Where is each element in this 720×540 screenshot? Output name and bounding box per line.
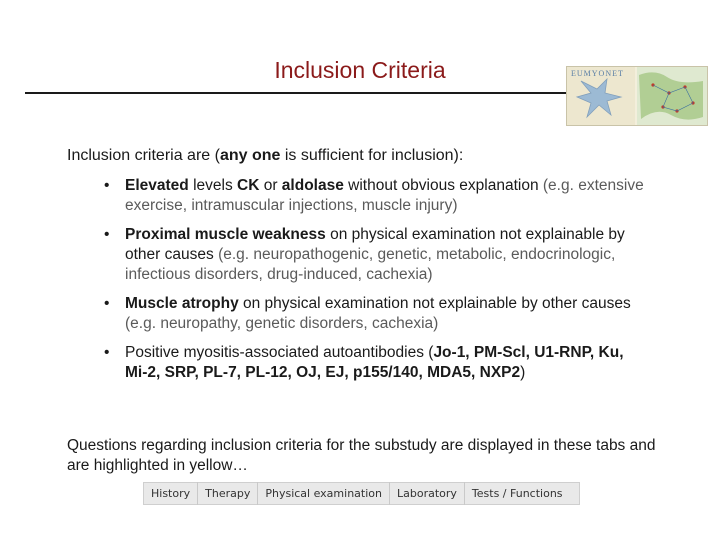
eumyonet-logo bbox=[566, 66, 708, 126]
criteria-text-segment: Muscle atrophy bbox=[125, 295, 239, 312]
criteria-text-segment: or bbox=[259, 177, 282, 194]
criteria-text-segment: Positive myositis-associated autoantibodies ( bbox=[125, 344, 434, 361]
criteria-text-segment: (e.g. neuropathogenic, genetic, metabolic, endocrinologic, infectious disorders, drug-induced, cachexia) bbox=[125, 246, 616, 283]
criteria-text-segment: (e.g. extensive exercise, intramuscular injections, muscle injury) bbox=[125, 177, 644, 214]
criteria-item bbox=[104, 176, 644, 216]
slide-title: Inclusion Criteria bbox=[274, 57, 446, 83]
questions-note: Questions regarding inclusion criteria for the substudy are displayed in these tabs and are highlighted in yellow… bbox=[67, 437, 656, 474]
tab-physical-examination[interactable]: Physical examination bbox=[258, 482, 390, 505]
intro-emphasis: any one bbox=[219, 147, 281, 164]
bullet-marker: • bbox=[104, 295, 110, 312]
criteria-text-segment: CK bbox=[237, 177, 260, 194]
title-divider bbox=[25, 92, 570, 94]
criteria-text-segment: ) bbox=[520, 364, 526, 381]
criteria-text-segment: Proximal muscle weakness bbox=[125, 226, 326, 243]
intro-after: is sufficient for inclusion): bbox=[280, 147, 464, 164]
intro-text bbox=[67, 147, 463, 165]
criteria-text-segment: aldolase bbox=[281, 177, 344, 194]
form-tab-bar bbox=[143, 482, 580, 505]
criteria-text-segment: on physical examination not explainable by other causes bbox=[238, 295, 631, 312]
criteria-text-segment: without obvious explanation bbox=[343, 177, 543, 194]
criteria-text-segment: Elevated bbox=[125, 177, 194, 194]
bullet-marker: • bbox=[104, 226, 110, 243]
criteria-text-segment: (e.g. neuropathy, genetic disorders, cachexia) bbox=[125, 315, 439, 332]
intro-before: Inclusion criteria are ( bbox=[67, 147, 220, 164]
bullet-marker: • bbox=[104, 344, 110, 361]
tab-history[interactable]: History bbox=[144, 482, 198, 505]
bullet-marker: • bbox=[104, 177, 110, 194]
tab-laboratory[interactable]: Laboratory bbox=[390, 482, 465, 505]
criteria-item bbox=[104, 225, 644, 285]
criteria-list bbox=[104, 176, 644, 392]
criteria-item bbox=[104, 343, 644, 383]
criteria-item bbox=[104, 294, 644, 334]
logo-wordmark: EUMYONET bbox=[571, 69, 624, 78]
criteria-text-segment: on physical examination not explainable by other causes bbox=[125, 226, 625, 263]
tab-tests-functions[interactable]: Tests / Functions bbox=[471, 487, 563, 500]
tab-therapy[interactable]: Therapy bbox=[198, 482, 258, 505]
criteria-text-segment: levels bbox=[193, 177, 237, 194]
criteria-text-segment: Jo-1, PM-Scl, U1-RNP, Ku, Mi-2, SRP, PL-7, PL-12, OJ, EJ, p155/140, MDA5, NXP2 bbox=[125, 344, 624, 381]
